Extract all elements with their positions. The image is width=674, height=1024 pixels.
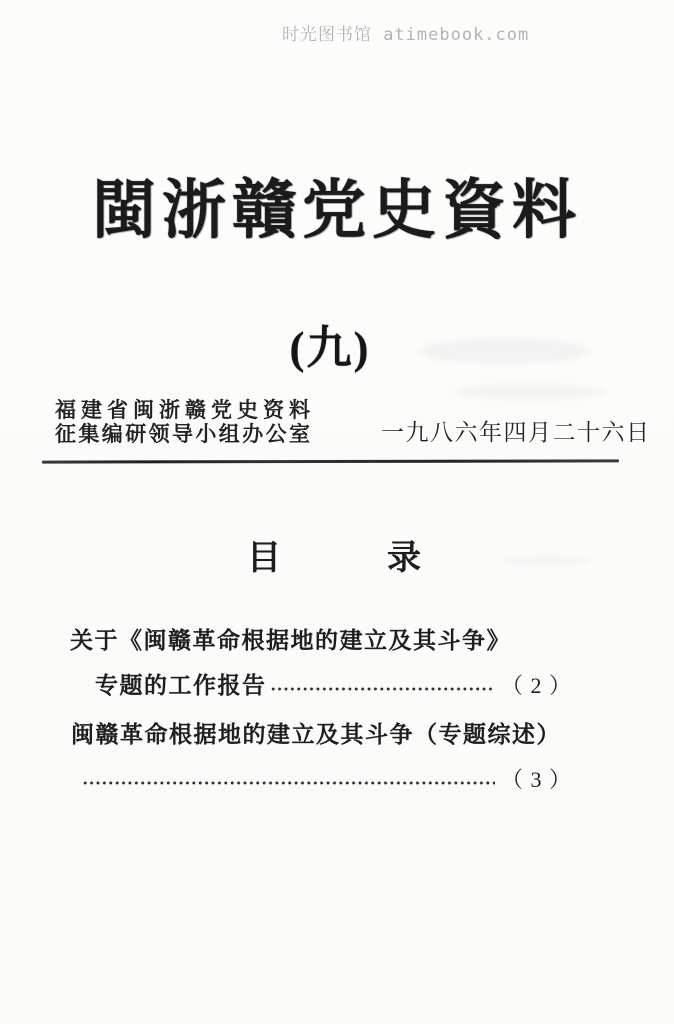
dot-leader bbox=[83, 777, 495, 789]
publication-date: 一九八六年四月二十六日 bbox=[381, 420, 651, 445]
watermark-text: 时光图书馆 atimebook.com bbox=[281, 25, 530, 45]
scan-artifact bbox=[500, 555, 590, 567]
scan-artifact bbox=[420, 338, 590, 364]
dot-leader bbox=[271, 683, 495, 695]
toc-entry-2-row bbox=[79, 766, 572, 794]
divider-line bbox=[42, 459, 619, 463]
toc-entry-1-subtitle: 专题的工作报告 bbox=[95, 673, 267, 698]
toc-entry-1-row bbox=[95, 671, 572, 700]
publisher-line-1: 福建省闽浙赣党史资料 bbox=[55, 398, 310, 422]
toc-heading: 目 录 bbox=[247, 540, 422, 577]
library-watermark bbox=[237, 5, 529, 65]
toc-entry-2-title: 闽赣革命根据地的建立及其斗争（专题综述） bbox=[71, 722, 561, 747]
issue-number: (九) bbox=[289, 323, 371, 373]
toc-entry-1-title: 关于《闽赣革命根据地的建立及其斗争》 bbox=[70, 628, 511, 653]
publisher-block bbox=[55, 398, 310, 446]
publisher-line-2: 征集编研领导小组办公室 bbox=[55, 422, 310, 446]
publication-title: 閩浙贛党史資料 bbox=[92, 175, 582, 246]
toc-entry-2-page-number: （ 3 ） bbox=[500, 767, 572, 792]
scan-artifact bbox=[455, 385, 605, 399]
toc-entry-1-page-number: （ 2 ） bbox=[500, 673, 572, 698]
